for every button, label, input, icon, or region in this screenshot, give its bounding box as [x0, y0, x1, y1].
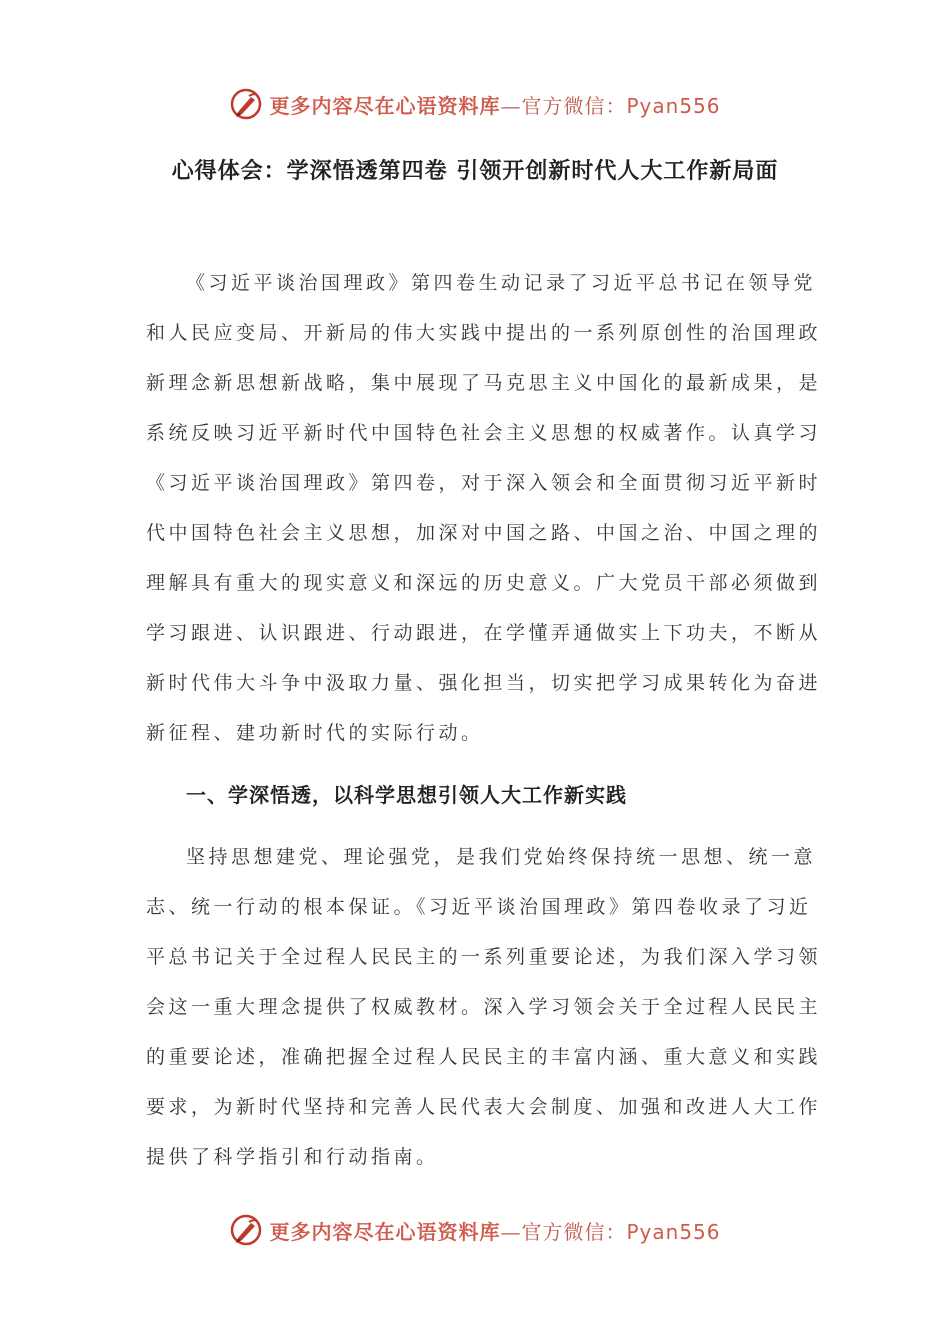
- watermark-wechat-id: Pyan556: [626, 93, 721, 118]
- watermark-wechat-label: —官方微信：: [500, 1219, 627, 1244]
- document-title: 心得体会：学深悟透第四卷 引领开创新时代人大工作新局面: [171, 159, 779, 184]
- section-heading-1: 一、学深悟透，以科学思想引领人大工作新实践: [186, 783, 627, 807]
- watermark-wechat-id: Pyan556: [626, 1219, 721, 1244]
- watermark-banner-top: [0, 84, 950, 124]
- pen-logo-icon: [229, 1213, 263, 1247]
- watermark-site-name: 更多内容尽在心语资料库: [269, 93, 501, 118]
- watermark-text: [269, 90, 720, 119]
- paragraph-section-1: 坚持思想建党、理论强党，是我们党始终保持统一思想、统一意志、统一行动的根本保证。《习近平谈治国理政》第四卷收录了习近平总书记关于全过程人民民主的一系列重要论述，为我们深入学习领会这一重大理念提供了权威教材。深入学习领会关于全过程人民民主的重要论述，准确把握全过程人民民主的丰富内涵、重大意义和实践要求，为新时代坚持和完善人民代表大会制度、加强和改进人大工作提供了科学指引和行动指南。: [146, 846, 822, 1168]
- watermark-banner-bottom: [0, 1210, 950, 1250]
- pen-logo-icon: [229, 87, 263, 121]
- watermark-site-name: 更多内容尽在心语资料库: [269, 1219, 501, 1244]
- paragraph-intro: 《习近平谈治国理政》第四卷生动记录了习近平总书记在领导党和人民应变局、开新局的伟大实践中提出的一系列原创性的治国理政新理念新思想新战略，集中展现了马克思主义中国化的最新成果，是系统反映习近平新时代中国特色社会主义思想的权威著作。认真学习《习近平谈治国理政》第四卷，对于深入领会和全面贯彻习近平新时代中国特色社会主义思想，加深对中国之路、中国之治、中国之理的理解具有重大的现实意义和深远的历史意义。广大党员干部必须做到学习跟进、认识跟进、行动跟进，在学懂弄通做实上下功夫，不断从新时代伟大斗争中汲取力量、强化担当，切实把学习成果转化为奋进新征程、建功新时代的实际行动。: [146, 272, 822, 744]
- watermark-wechat-label: —官方微信：: [500, 93, 627, 118]
- watermark-text: [269, 1216, 720, 1245]
